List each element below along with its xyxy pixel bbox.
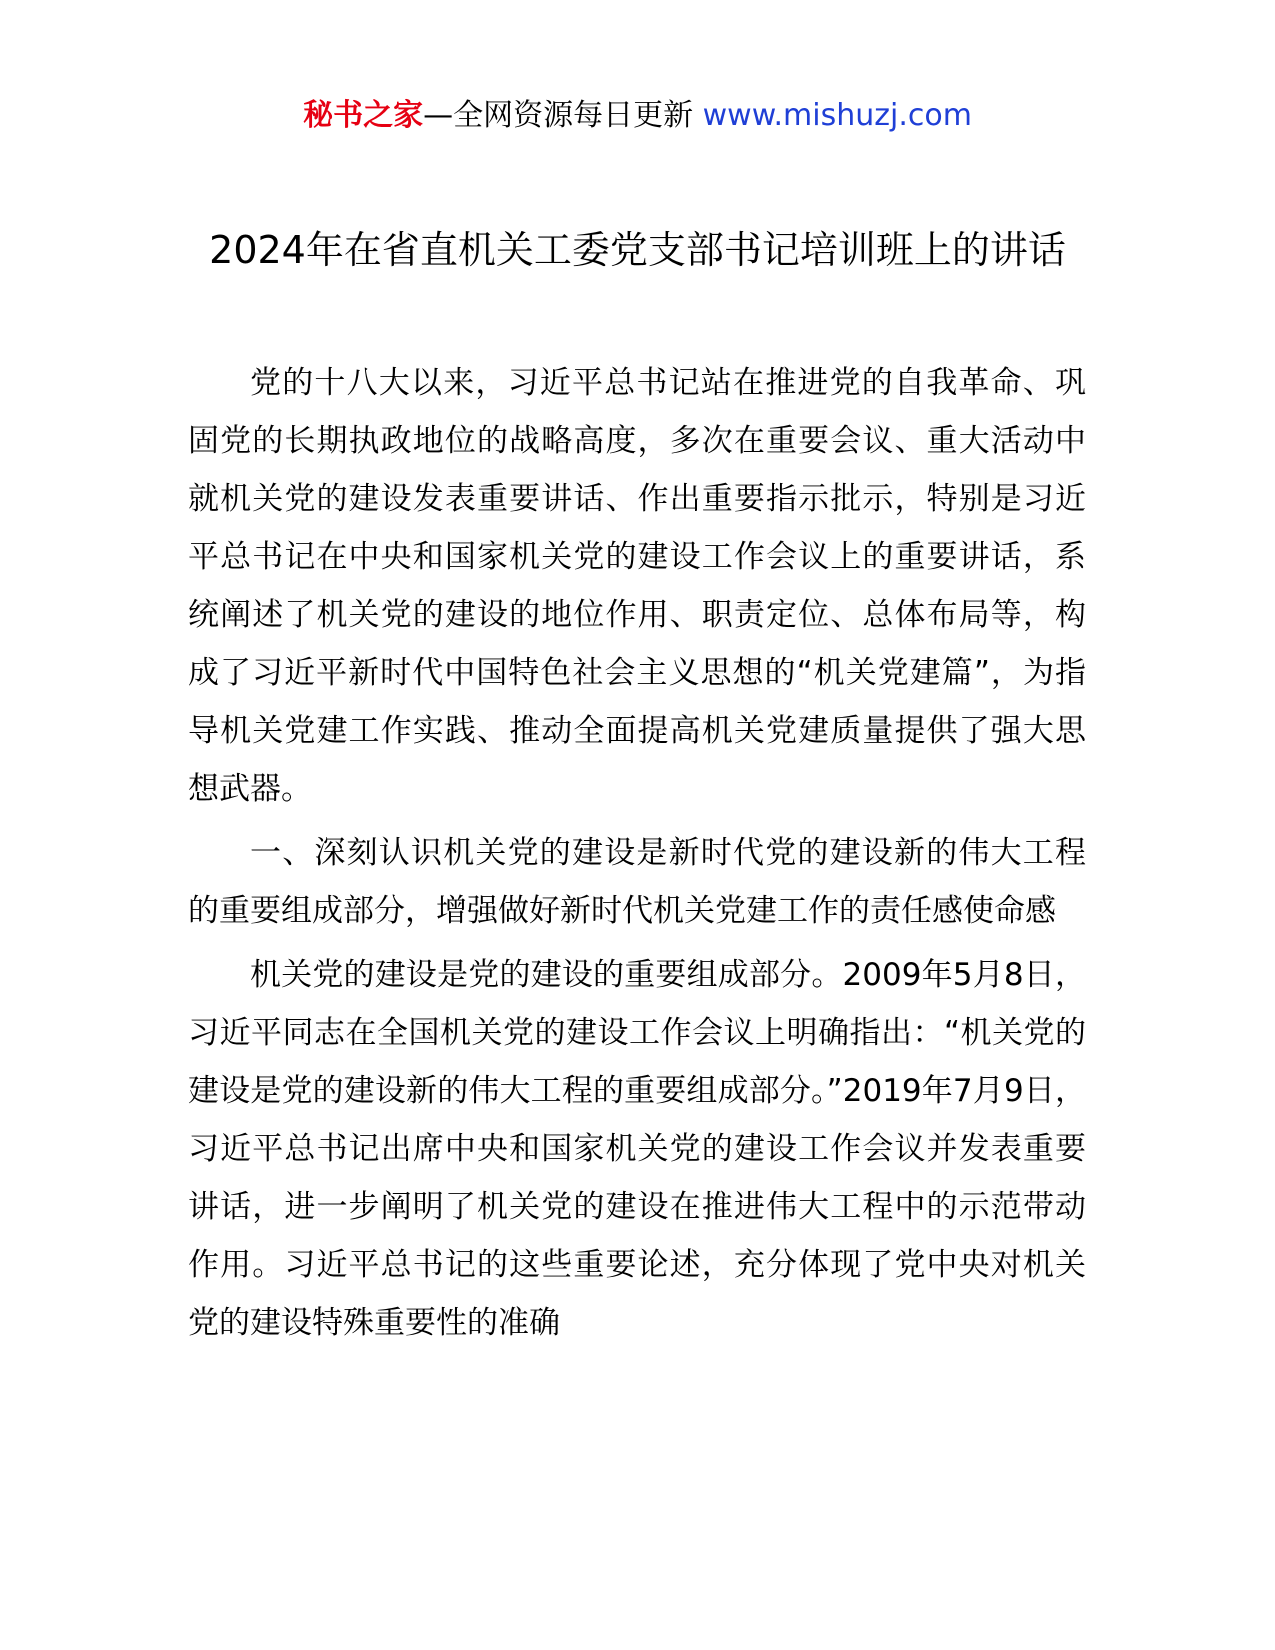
site-url-link[interactable]: www.mishuzj.com [702,98,972,133]
document-body [188,354,1086,1358]
intro-paragraph: 党的十八大以来，习近平总书记站在推进党的自我革命、巩固党的长期执政地位的战略高度，多次在重要会议、重大活动中就机关党的建设发表重要讲话、作出重要指示批示，特别是习近平总书记在中央和国家机关党的建设工作会议上的重要讲话，系统阐述了机关党的建设的地位作用、职责定位、总体布局等，构成了习近平新时代中国特色社会主义思想的“机关党建篇”，为指导机关党建工作实践、推动全面提高机关党建质量提供了强大思想武器。 [188,365,1086,807]
section-heading-1: 一、深刻认识机关党的建设是新时代党的建设新的伟大工程的重要组成部分，增强做好新时代机关党建工作的责任感使命感 [188,835,1086,929]
site-header [0,96,1275,136]
document-title: 2024年在省直机关工委党支部书记培训班上的讲话 [209,228,1066,272]
body-paragraph: 机关党的建设是党的建设的重要组成部分。2009年5月8日，习近平同志在全国机关党的建设工作会议上明确指出：“机关党的建设是党的建设新的伟大工程的重要组成部分。”2019年7月9日，习近平总书记出席中央和国家机关党的建设工作会议并发表重要讲话，进一步阐明了机关党的建设在推进伟大工程中的示范带动作用。习近平总书记的这些重要论述，充分体现了党中央对机关党的建设特殊重要性的准确 [188,957,1086,1341]
site-brand: 秘书之家 [303,98,424,133]
site-tagline: —全网资源每日更新 [423,98,694,133]
